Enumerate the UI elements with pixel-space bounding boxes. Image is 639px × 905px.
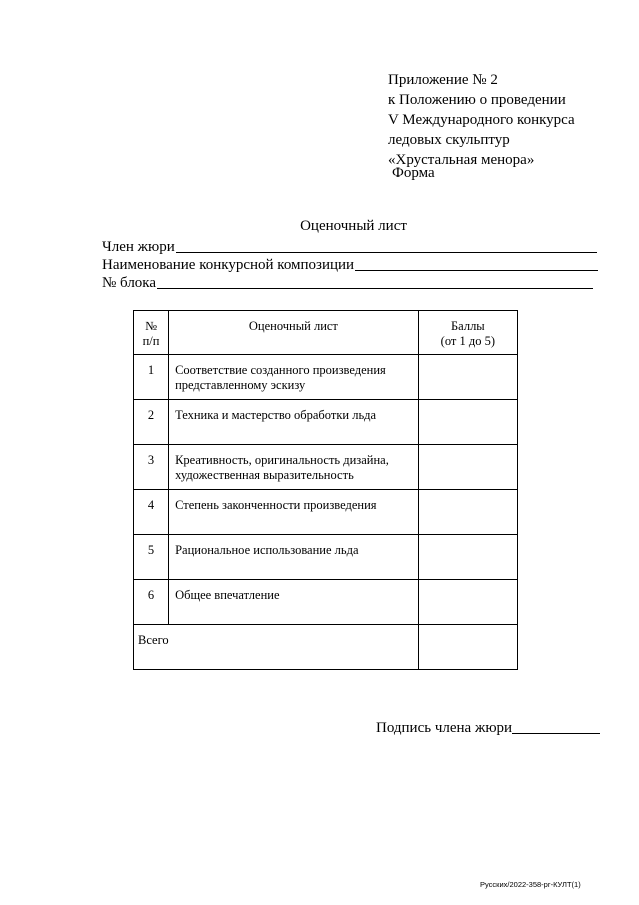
row-criterion: Соответствие созданного произведения представленному эскизу [169,355,419,400]
annex-line: к Положению о проведении [388,92,566,108]
header-score-line1: Баллы [451,319,485,333]
header-score-line2: (от 1 до 5) [440,334,496,348]
page-title: Оценочный лист [300,218,407,234]
jury-member-field [102,238,597,256]
table-header-row [134,311,518,355]
header-num [134,311,169,355]
block-number-label: № блока [102,275,157,291]
row-num: 6 [134,580,169,625]
composition-name-field [102,256,598,274]
annex-line: ледовых скульптур [388,132,510,148]
total-row [134,625,518,670]
row-criterion: Степень законченности произведения [169,490,419,535]
block-number-blank-line[interactable] [157,288,593,289]
table-row [134,535,518,580]
row-num: 4 [134,490,169,535]
row-criterion: Общее впечатление [169,580,419,625]
table-row [134,490,518,535]
row-score-cell[interactable] [418,355,517,400]
table-row [134,400,518,445]
signature-blank-line[interactable] [512,733,600,734]
row-score-cell[interactable] [418,490,517,535]
jury-member-label: Член жюри [102,239,175,255]
annex-line: Приложение № 2 [388,72,498,88]
row-num: 5 [134,535,169,580]
block-number-field [102,274,593,292]
row-score-cell[interactable] [418,535,517,580]
document-code: Русских/2022-358-рг-КУЛТ(1) [480,880,581,889]
total-score-cell[interactable] [418,625,517,670]
header-criteria: Оценочный лист [169,311,419,355]
header-num-line1: № [145,319,157,333]
annex-header [388,70,575,170]
signature-field [376,719,600,737]
table-row [134,445,518,490]
annex-line: V Международного конкурса [388,112,575,128]
row-num: 3 [134,445,169,490]
row-criterion: Техника и мастерство обработки льда [169,400,419,445]
composition-name-blank-line[interactable] [355,270,598,271]
row-criterion: Креативность, оригинальность дизайна, художественная выразительность [169,445,419,490]
jury-member-blank-line[interactable] [176,252,597,253]
signature-label: Подпись члена жюри [376,720,513,736]
annex-line: «Хрустальная менора» [388,152,535,168]
row-num: 1 [134,355,169,400]
evaluation-table [133,310,518,670]
table-row [134,355,518,400]
row-score-cell[interactable] [418,445,517,490]
header-num-line2: п/п [142,334,160,348]
row-score-cell[interactable] [418,580,517,625]
composition-name-label: Наименование конкурсной композиции [102,257,355,273]
header-score [418,311,517,355]
form-label: Форма [392,165,435,181]
row-num: 2 [134,400,169,445]
total-label: Всего [134,625,419,670]
row-criterion: Рациональное использование льда [169,535,419,580]
table-row [134,580,518,625]
row-score-cell[interactable] [418,400,517,445]
